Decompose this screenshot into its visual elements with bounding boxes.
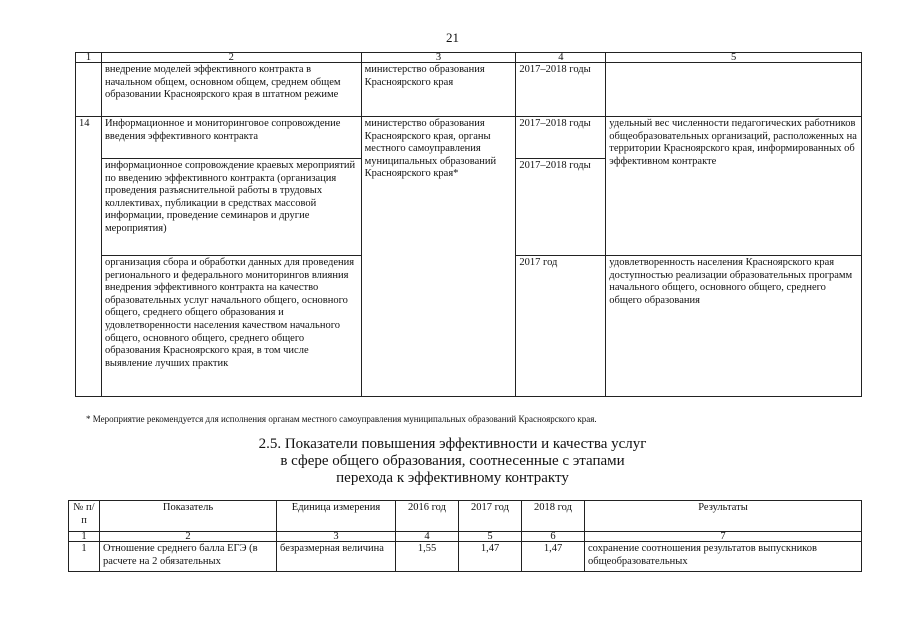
indicator-cell: удельный вес численности педагогических работников общеобразовательных организаций, расположенных на территории Красноярского края, информированных об эффективном контракте — [606, 117, 862, 256]
value-2018-cell: 1,47 — [522, 542, 585, 572]
number-cell: 1 — [69, 542, 100, 572]
unit-cell: безразмерная величина — [277, 542, 396, 572]
header-col-3: 3 — [361, 53, 516, 63]
header-number: № п/п — [69, 501, 100, 532]
executor-cell: министерство образования Красноярского края — [361, 63, 516, 117]
header-col-2: 2 — [100, 532, 277, 542]
measure-cell: информационное сопровождение краевых мероприятий по введению эффективного контракта (организация проведения разъяснительной работы в трудовых коллективах, публикации в средствах массовой информации, проведение семинаров и другие мероприятия) — [101, 159, 361, 256]
section-title-line-1: 2.5. Показатели повышения эффективности и качества услуг — [258, 436, 647, 452]
number-cell — [76, 63, 102, 117]
period-cell: 2017–2018 годы — [516, 117, 606, 159]
page-number: 21 — [446, 30, 459, 45]
measure-cell: внедрение моделей эффективного контракта в начальном общем, основном общем, среднем общем образовании Красноярского края в штатном режиме — [101, 63, 361, 117]
indicator-cell: удовлетворенность населения Красноярского края доступностью реализации образовательных программ начального общего, основного общего, среднего общего образования — [606, 256, 862, 397]
header-col-4: 4 — [396, 532, 459, 542]
table-row-continuation — [76, 63, 862, 117]
header-col-4: 4 — [516, 53, 606, 63]
section-title — [0, 436, 905, 487]
period-cell: 2017–2018 годы — [516, 159, 606, 256]
section-title-line-2: в сфере общего образования, соотнесенные с этапами — [280, 453, 625, 469]
header-2018: 2018 год — [522, 501, 585, 532]
header-col-5: 5 — [459, 532, 522, 542]
indicator-cell — [606, 63, 862, 117]
header-unit: Единица измерения — [277, 501, 396, 532]
header-2016: 2016 год — [396, 501, 459, 532]
footnote: * Мероприятие рекомендуется для исполнения органам местного самоуправления муниципальных образований Красноярского края. — [86, 414, 597, 424]
result-cell: сохранение соотношения результатов выпускников общеобразовательных — [585, 542, 862, 572]
table-row-14-a — [76, 117, 862, 159]
measure-cell: организация сбора и обработки данных для проведения регионального и федерального мониторингов влияния внедрения эффективного контракта на качество образовательных услуг начального общего, основного общего, среднего общего образования и удовлетворенности населения качеством начального общего, основного общего, среднего общего образования Красноярского края, в том числе выявление лучших практик — [101, 256, 361, 397]
header-row — [69, 501, 862, 532]
header-number-row — [69, 532, 862, 542]
table-row-1 — [69, 542, 862, 572]
period-cell: 2017–2018 годы — [516, 63, 606, 117]
number-cell: 14 — [76, 117, 102, 397]
header-col-1: 1 — [69, 532, 100, 542]
header-col-2: 2 — [101, 53, 361, 63]
measures-table — [75, 52, 862, 397]
header-number-row — [76, 53, 862, 63]
value-2016-cell: 1,55 — [396, 542, 459, 572]
header-indicator: Показатель — [100, 501, 277, 532]
measure-cell: Информационное и мониторинговое сопровождение введения эффективного контракта — [101, 117, 361, 159]
header-col-6: 6 — [522, 532, 585, 542]
indicators-table — [68, 500, 862, 572]
value-2017-cell: 1,47 — [459, 542, 522, 572]
header-col-1: 1 — [76, 53, 102, 63]
period-cell: 2017 год — [516, 256, 606, 397]
section-title-line-3: перехода к эффективному контракту — [336, 470, 569, 486]
header-col-3: 3 — [277, 532, 396, 542]
indicator-cell: Отношение среднего балла ЕГЭ (в расчете на 2 обязательных — [100, 542, 277, 572]
header-results: Результаты — [585, 501, 862, 532]
header-col-7: 7 — [585, 532, 862, 542]
executor-cell: министерство образования Красноярского края, органы местного самоуправления муниципальных образований Красноярского края* — [361, 117, 516, 397]
header-2017: 2017 год — [459, 501, 522, 532]
header-col-5: 5 — [606, 53, 862, 63]
